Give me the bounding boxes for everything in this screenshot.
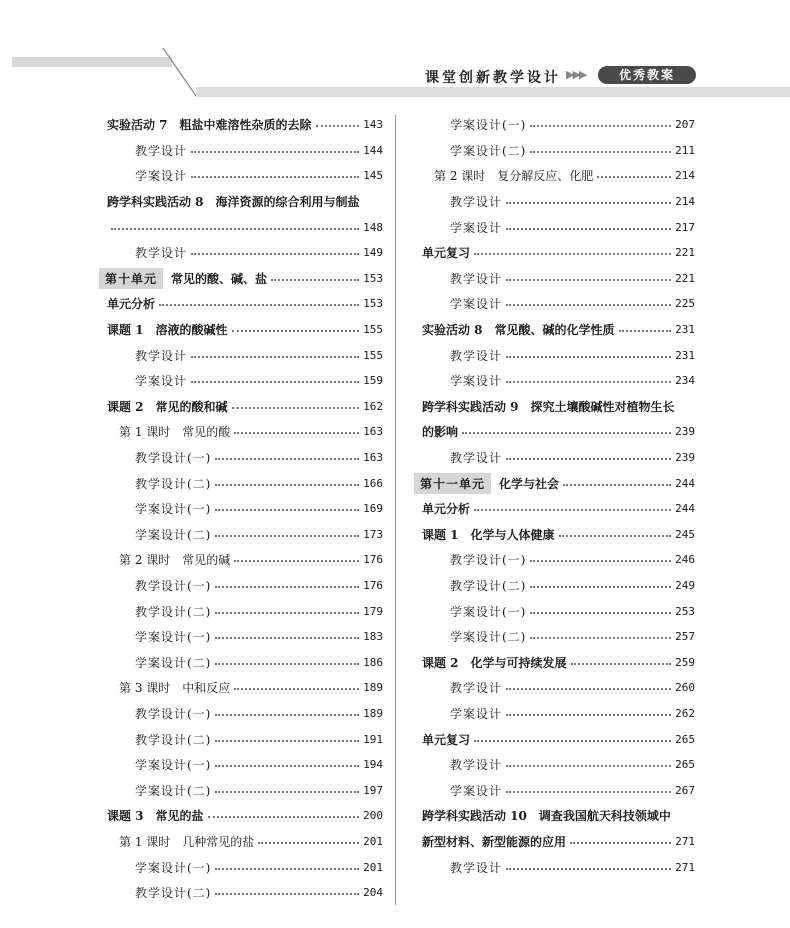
page-number: 166 <box>363 476 383 490</box>
page-number: 267 <box>675 783 695 797</box>
page-number: 148 <box>363 220 383 234</box>
entry-label: 实验活动 7 粗盐中难溶性杂质的去除 <box>107 118 312 133</box>
toc-entry[interactable] <box>107 189 383 215</box>
entry-label: 教学设计(一) <box>450 553 527 568</box>
header-badge: 优秀教案 <box>598 66 696 84</box>
toc-entry[interactable] <box>422 368 695 394</box>
page-number: 163 <box>363 425 383 439</box>
toc-entry[interactable] <box>107 214 383 240</box>
page-number: 265 <box>675 758 695 772</box>
toc-entry[interactable] <box>422 854 695 880</box>
toc-entry[interactable] <box>422 675 695 701</box>
toc-entry[interactable] <box>107 598 383 624</box>
toc-entry[interactable] <box>107 573 383 599</box>
toc-entry[interactable] <box>107 445 383 471</box>
leader-dots <box>474 740 671 742</box>
page-number: 211 <box>675 143 695 157</box>
page-number: 265 <box>675 732 695 746</box>
toc-entry[interactable] <box>422 266 695 292</box>
toc-entry[interactable] <box>422 522 695 548</box>
leader-dots <box>215 740 359 742</box>
page-number: 176 <box>363 553 383 567</box>
toc-entry[interactable] <box>107 394 383 420</box>
entry-label: 教学设计(一) <box>135 451 212 466</box>
leader-dots <box>111 228 359 230</box>
entry-label: 学案设计 <box>135 169 188 184</box>
unit-name: 化学与社会 <box>499 476 560 491</box>
leader-dots <box>191 151 359 153</box>
toc-entry[interactable] <box>422 829 695 855</box>
entry-label: 跨学科实践活动 10 调查我国航天科技领域中 <box>422 809 671 824</box>
toc-entry[interactable] <box>107 854 383 880</box>
entry-label: 实验活动 8 常见酸、碱的化学性质 <box>422 323 615 338</box>
toc-entry[interactable] <box>422 470 695 496</box>
toc-entry[interactable] <box>422 138 695 164</box>
page-number: 197 <box>363 783 383 797</box>
leader-dots <box>191 253 359 255</box>
entry-label: 学案设计(一) <box>135 630 212 645</box>
entry-label: 学案设计 <box>450 297 503 312</box>
toc-entry[interactable] <box>422 496 695 522</box>
entry-label: 教学设计 <box>450 451 503 466</box>
unit-label: 第十单元 <box>99 268 163 289</box>
leader-dots <box>215 663 359 665</box>
leader-dots <box>215 535 359 537</box>
entry-label: 单元复习 <box>422 732 471 747</box>
entry-label: 单元分析 <box>107 297 156 312</box>
entry-label: 教学设计(二) <box>135 476 212 491</box>
toc-entry[interactable] <box>422 317 695 343</box>
toc-entry[interactable] <box>107 317 383 343</box>
leader-dots <box>191 176 359 178</box>
leader-dots <box>506 714 671 716</box>
toc-entry[interactable] <box>422 573 695 599</box>
toc-entry[interactable] <box>422 163 695 189</box>
leader-dots <box>506 228 671 230</box>
toc-entry[interactable] <box>107 649 383 675</box>
entry-label: 教学设计 <box>135 348 188 363</box>
leader-dots <box>234 432 359 434</box>
page-number: 163 <box>363 451 383 465</box>
header-title: 课堂创新教学设计 <box>425 70 561 86</box>
page-number: 191 <box>363 732 383 746</box>
leader-dots <box>506 791 671 793</box>
entry-label: 单元复习 <box>422 246 471 261</box>
leader-dots <box>215 612 359 614</box>
toc-entry[interactable] <box>107 112 383 138</box>
leader-dots <box>506 868 671 870</box>
entry-label: 第 1 课时 几种常见的盐 <box>119 834 255 849</box>
page-number: 257 <box>675 630 695 644</box>
entry-label: 教学设计 <box>135 143 188 158</box>
page-number: 183 <box>363 630 383 644</box>
leader-dots <box>530 637 671 639</box>
leader-dots <box>571 663 672 665</box>
leader-dots <box>215 509 359 511</box>
leader-dots <box>208 816 360 818</box>
leader-dots <box>215 791 359 793</box>
entry-label: 教学设计 <box>135 246 188 261</box>
leader-dots <box>506 458 671 460</box>
entry-label: 学案设计 <box>135 374 188 389</box>
header-band-right <box>196 87 790 97</box>
toc-entry[interactable] <box>422 701 695 727</box>
toc-right-column <box>422 112 695 880</box>
leader-dots <box>215 586 359 588</box>
page-number: 145 <box>363 169 383 183</box>
entry-label: 教学设计 <box>450 758 503 773</box>
entry-label: 学案设计(一) <box>450 118 527 133</box>
toc-entry[interactable] <box>422 726 695 752</box>
leader-dots <box>506 688 671 690</box>
entry-label: 第 3 课时 中和反应 <box>119 681 231 696</box>
leader-dots <box>191 356 359 358</box>
entry-label: 教学设计 <box>450 195 503 210</box>
page-number: 149 <box>363 246 383 260</box>
toc-entry[interactable] <box>422 189 695 215</box>
entry-label: 学案设计 <box>450 220 503 235</box>
page-number: 162 <box>363 399 383 413</box>
entry-label: 教学设计(一) <box>135 706 212 721</box>
page-number: 201 <box>363 834 383 848</box>
leader-dots <box>506 381 671 383</box>
leader-dots <box>506 304 671 306</box>
page-number: 155 <box>363 348 383 362</box>
page-number: 153 <box>363 271 383 285</box>
entry-label: 学案设计(二) <box>135 783 212 798</box>
toc-entry[interactable] <box>107 726 383 752</box>
entry-label: 课题 2 常见的酸和碱 <box>107 399 228 414</box>
toc-entry[interactable] <box>107 138 383 164</box>
toc-entry[interactable] <box>107 291 383 317</box>
leader-dots <box>215 868 359 870</box>
entry-label: 学案设计(二) <box>135 527 212 542</box>
entry-label: 第 2 课时 常见的碱 <box>119 553 231 568</box>
page-number: 144 <box>363 143 383 157</box>
entry-label: 教学设计(一) <box>135 578 212 593</box>
leader-dots <box>506 765 671 767</box>
toc-entry[interactable] <box>422 291 695 317</box>
page-number: 217 <box>675 220 695 234</box>
toc-entry[interactable] <box>422 240 695 266</box>
toc-entry[interactable] <box>107 829 383 855</box>
entry-label: 第 1 课时 常见的酸 <box>119 425 231 440</box>
page-number: 262 <box>675 706 695 720</box>
leader-dots <box>316 125 360 127</box>
leader-dots <box>215 765 359 767</box>
page-number: 143 <box>363 118 383 132</box>
leader-dots <box>597 176 671 178</box>
leader-dots <box>191 381 359 383</box>
toc-entry[interactable] <box>422 214 695 240</box>
leader-dots <box>570 842 671 844</box>
entry-label: 跨学科实践活动 9 探究土壤酸碱性对植物生长 <box>422 399 675 414</box>
leader-dots <box>232 407 360 409</box>
toc-entry[interactable] <box>422 803 695 829</box>
page-number: 194 <box>363 758 383 772</box>
page-number: 231 <box>675 348 695 362</box>
toc-entry[interactable] <box>422 624 695 650</box>
entry-label: 学案设计(二) <box>450 630 527 645</box>
leader-dots <box>563 484 671 486</box>
toc-entry[interactable] <box>422 445 695 471</box>
toc-entry[interactable] <box>107 496 383 522</box>
toc-entry[interactable] <box>422 547 695 573</box>
entry-label: 教学设计 <box>450 348 503 363</box>
toc-entry[interactable] <box>107 624 383 650</box>
entry-label: 学案设计 <box>450 374 503 389</box>
entry-label: 教学设计 <box>450 271 503 286</box>
entry-label: 学案设计(一) <box>135 860 212 875</box>
leader-dots <box>530 151 671 153</box>
toc-entry[interactable] <box>107 419 383 445</box>
page-number: 239 <box>675 451 695 465</box>
entry-label: 单元分析 <box>422 502 471 517</box>
page-number: 186 <box>363 655 383 669</box>
leader-dots <box>530 612 671 614</box>
unit-label: 第十一单元 <box>414 473 491 494</box>
leader-dots <box>258 842 359 844</box>
leader-dots <box>462 432 671 434</box>
leader-dots <box>530 560 671 562</box>
toc-entry[interactable] <box>422 419 695 445</box>
toc-entry[interactable] <box>422 342 695 368</box>
entry-label: 教学设计 <box>450 860 503 875</box>
leader-dots <box>215 893 359 895</box>
page-number: 153 <box>363 297 383 311</box>
toc-entry[interactable] <box>107 470 383 496</box>
leader-dots <box>506 356 671 358</box>
entry-label: 教学设计(二) <box>450 578 527 593</box>
toc-entry[interactable] <box>422 394 695 420</box>
page-number: 169 <box>363 502 383 516</box>
toc-entry[interactable] <box>107 777 383 803</box>
toc-entry[interactable] <box>107 880 383 906</box>
leader-dots <box>530 586 671 588</box>
page-number: 155 <box>363 323 383 337</box>
toc-entry[interactable] <box>107 368 383 394</box>
page-number: 253 <box>675 604 695 618</box>
page-number: 200 <box>363 809 383 823</box>
unit-name: 常见的酸、碱、盐 <box>171 271 268 286</box>
column-divider <box>395 115 396 905</box>
entry-label: 的影响 <box>422 425 459 440</box>
leader-dots <box>234 560 359 562</box>
entry-label: 教学设计 <box>450 681 503 696</box>
page-number: 189 <box>363 681 383 695</box>
page-number: 201 <box>363 860 383 874</box>
page-number: 221 <box>675 246 695 260</box>
leader-dots <box>215 458 359 460</box>
entry-label: 教学设计(二) <box>135 886 212 901</box>
toc-entry[interactable] <box>107 675 383 701</box>
page-number: 259 <box>675 655 695 669</box>
entry-label: 新型材料、新型能源的应用 <box>422 834 567 849</box>
toc-entry[interactable] <box>107 752 383 778</box>
toc-entry[interactable] <box>107 522 383 548</box>
page-number: 207 <box>675 118 695 132</box>
entry-label: 课题 1 化学与人体健康 <box>422 527 555 542</box>
toc-entry[interactable] <box>422 112 695 138</box>
toc-entry[interactable] <box>422 649 695 675</box>
leader-dots <box>215 484 359 486</box>
page-number: 271 <box>675 860 695 874</box>
leader-dots <box>271 279 359 281</box>
page-number: 234 <box>675 374 695 388</box>
toc-entry[interactable] <box>107 547 383 573</box>
entry-label: 学案设计 <box>450 783 503 798</box>
page-number: 271 <box>675 834 695 848</box>
page-number: 214 <box>675 169 695 183</box>
entry-label: 学案设计(一) <box>135 758 212 773</box>
leader-dots <box>474 253 671 255</box>
page-number: 245 <box>675 527 695 541</box>
entry-label: 课题 1 溶液的酸碱性 <box>107 323 228 338</box>
page-number: 189 <box>363 706 383 720</box>
page-number: 221 <box>675 271 695 285</box>
leader-dots <box>559 535 672 537</box>
page-number: 244 <box>675 476 695 490</box>
toc-entry[interactable] <box>422 752 695 778</box>
page-number: 244 <box>675 502 695 516</box>
toc-entry[interactable] <box>107 163 383 189</box>
entry-label: 学案设计 <box>450 706 503 721</box>
page-number: 214 <box>675 195 695 209</box>
toc-entry[interactable] <box>422 777 695 803</box>
toc-entry[interactable] <box>107 342 383 368</box>
leader-dots <box>159 304 359 306</box>
page-number: 246 <box>675 553 695 567</box>
page-number: 204 <box>363 886 383 900</box>
entry-label: 跨学科实践活动 8 海洋资源的综合利用与制盐 <box>107 195 360 210</box>
entry-label: 学案设计(一) <box>450 604 527 619</box>
header-arrows-icon: ▶▶▶ <box>566 68 586 81</box>
page-number: 173 <box>363 527 383 541</box>
leader-dots <box>506 202 671 204</box>
page-number: 179 <box>363 604 383 618</box>
page-number: 249 <box>675 578 695 592</box>
entry-label: 第 2 课时 复分解反应、化肥 <box>434 169 594 184</box>
toc-entry[interactable] <box>107 266 383 292</box>
toc-entry[interactable] <box>107 701 383 727</box>
entry-label: 学案设计(二) <box>135 655 212 670</box>
leader-dots <box>215 637 359 639</box>
page-number: 225 <box>675 297 695 311</box>
entry-label: 教学设计(二) <box>135 604 212 619</box>
leader-dots <box>234 688 359 690</box>
page-number: 260 <box>675 681 695 695</box>
header-diagonal-line <box>0 0 230 100</box>
leader-dots <box>474 509 671 511</box>
entry-label: 课题 3 常见的盐 <box>107 809 204 824</box>
leader-dots <box>619 330 672 332</box>
leader-dots <box>506 279 671 281</box>
toc-entry[interactable] <box>107 803 383 829</box>
toc-left-column <box>107 112 383 905</box>
toc-entry[interactable] <box>422 598 695 624</box>
page-number: 176 <box>363 578 383 592</box>
page-number: 231 <box>675 323 695 337</box>
leader-dots <box>530 125 671 127</box>
entry-label: 学案设计(二) <box>450 143 527 158</box>
leader-dots <box>232 330 360 332</box>
entry-label: 教学设计(二) <box>135 732 212 747</box>
toc-entry[interactable] <box>107 240 383 266</box>
page-number: 239 <box>675 425 695 439</box>
entry-label: 学案设计(一) <box>135 502 212 517</box>
entry-label: 课题 2 化学与可持续发展 <box>422 655 567 670</box>
page-number: 159 <box>363 374 383 388</box>
leader-dots <box>215 714 359 716</box>
